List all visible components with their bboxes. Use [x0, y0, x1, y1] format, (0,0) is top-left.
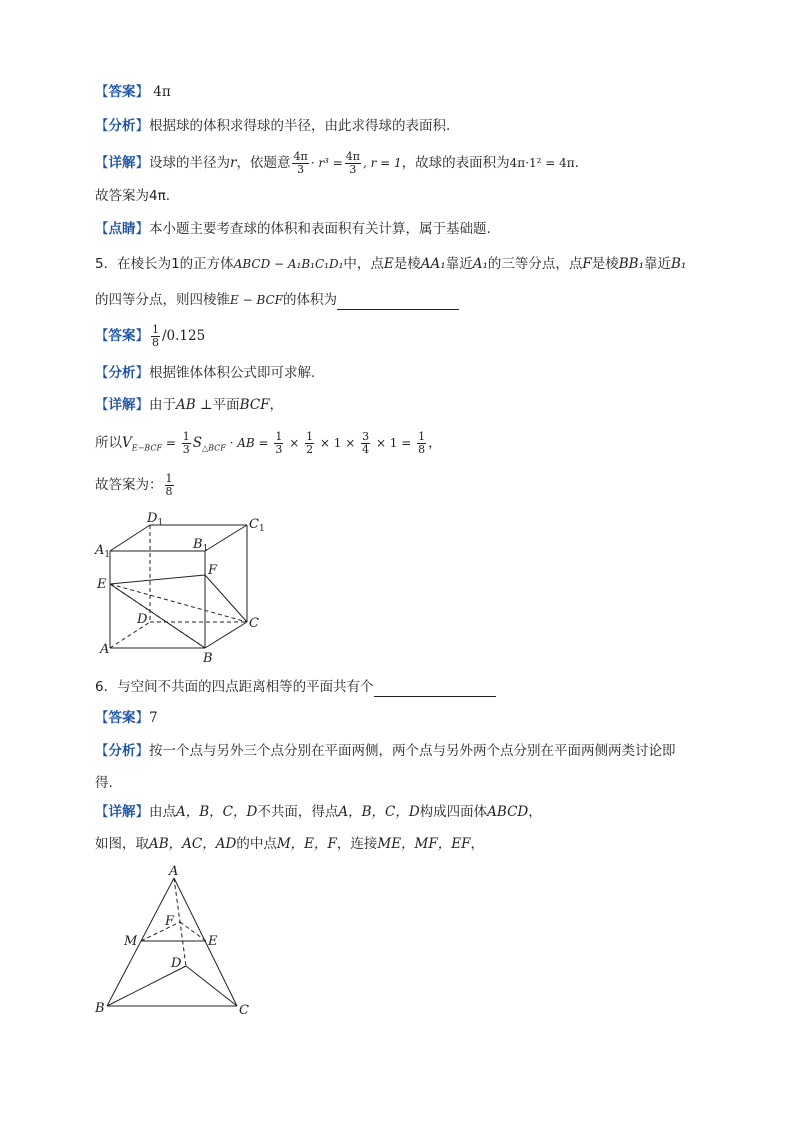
label-D: D: [137, 612, 148, 627]
answer-value: 7: [149, 710, 158, 726]
fraction-numerator: 1: [275, 429, 283, 443]
math-op: × 1 =: [372, 436, 416, 450]
fraction: [182, 431, 191, 456]
math-var: S: [192, 435, 202, 451]
q6-detail-line2: [95, 834, 484, 854]
q4-detail-row: 【详解】设球的半径为r，依题意 $\frac{4\pi}{3}$ · r³ = $\frac{4\pi}{3}$ , r = 1，故球的表面积为4π·1² = 4π.: [95, 149, 579, 176]
tetrahedron-figure: [90, 862, 270, 1022]
math-expr: E − BCF: [230, 293, 283, 307]
fraction: [165, 473, 174, 498]
q4-conclusion: 故答案为4π.: [95, 188, 171, 204]
math-expr: ME，MF，EF: [377, 836, 471, 852]
detail-text: 由点: [149, 804, 176, 820]
stem-text: 是棱: [393, 256, 421, 272]
detail-text: .: [574, 155, 579, 171]
stem-text: 是棱: [591, 256, 619, 272]
detail-text: ，: [528, 804, 542, 820]
question-number: 5．: [95, 256, 118, 272]
label-F: F: [208, 563, 218, 578]
fraction-denominator: 3: [297, 162, 305, 176]
math-var: F: [582, 256, 592, 272]
stem-text: 的四等分点，则四棱锥: [95, 292, 230, 308]
math-expr: AB ⊥: [176, 397, 213, 413]
detail-text: ，: [470, 836, 484, 852]
math-var: ABCD: [487, 804, 529, 820]
q5-calc-row: [95, 428, 442, 464]
label-F: F: [165, 914, 175, 929]
question-number: 6．: [95, 679, 118, 695]
math-op: ×: [285, 436, 304, 450]
math-var: BB₁: [618, 256, 645, 272]
analysis-label: 分析: [108, 365, 136, 381]
math-expr: , r = 1: [362, 156, 402, 170]
fraction-numerator: 1: [152, 322, 159, 336]
math-var: r: [230, 155, 237, 171]
math-var: E: [383, 256, 394, 272]
stem-text: 中，点: [343, 256, 384, 272]
answer-blank: [337, 295, 459, 310]
detail-text: ，: [428, 435, 442, 451]
q6-stem: [95, 677, 496, 697]
fraction-numerator: 1: [306, 429, 314, 443]
fraction-numerator: 4π: [345, 149, 360, 163]
label-B1: $B_1$: [193, 537, 209, 554]
label-A1: $A_1$: [95, 543, 111, 560]
answer-blank: [374, 682, 496, 697]
detail-text: ，连接: [336, 836, 378, 852]
stem-text: 在棱长为1的正方体: [117, 256, 234, 272]
fraction-denominator: 3: [349, 162, 357, 176]
fraction: [361, 431, 370, 456]
cube-figure: [90, 508, 280, 668]
fraction-denominator: 8: [152, 335, 159, 349]
label-D1: $D_1$: [147, 511, 164, 528]
math-var: B₁: [671, 256, 687, 272]
q6-detail-row: 【详解】由点A，B，C，D不共面，得点A，B，C，D构成四面体ABCD，: [95, 804, 542, 820]
math-subscript: E−BCF: [131, 443, 162, 453]
label-B: B: [95, 1001, 105, 1016]
math-op: × 1 ×: [316, 436, 360, 450]
math-expr: · r³ =: [310, 156, 343, 170]
label-A: A: [169, 864, 179, 879]
stem-text: 与空间不共面的四点距离相等的平面共有个: [117, 679, 374, 695]
detail-text: ，依题意: [236, 155, 291, 171]
math-var: A₁: [472, 256, 488, 272]
label-A: A: [100, 642, 110, 657]
fraction-numerator: 1: [418, 429, 426, 443]
q5-stem-line1: [95, 254, 686, 274]
detail-label: 详解: [108, 397, 136, 413]
analysis-text: 根据锥体体积公式即可求解.: [149, 365, 316, 381]
answer-label: 答案: [108, 84, 136, 100]
detail-text: 由于: [149, 397, 176, 413]
fraction-denominator: 3: [275, 442, 283, 456]
detail-text: ，故球的表面积为: [401, 155, 510, 171]
q6-analysis-row: 【分析】按一个点与另外三个点分别在平面两侧，两个点与另外两个点分别在平面两侧两类讨论即: [95, 743, 676, 759]
q5-answer-row: 【答案】 $\frac{1}{8}$ /0.125: [95, 322, 206, 349]
fraction: [274, 431, 283, 456]
detail-text: 构成四面体: [419, 804, 488, 820]
answer-value: 4π: [153, 84, 171, 100]
fraction: [305, 431, 314, 456]
math-subscript: △BCF: [201, 443, 226, 453]
stem-text: 的三等分点，点: [487, 256, 583, 272]
fraction: [151, 324, 160, 349]
q6-answer-row: 【答案】7: [95, 710, 158, 726]
detail-label: 详解: [108, 155, 136, 171]
analysis-label: 分析: [108, 743, 136, 759]
fraction-numerator: 4π: [293, 149, 308, 163]
math-expr: 4π·1² = 4π: [509, 156, 575, 170]
detail-text: 如图，取: [95, 836, 149, 852]
q5-final-row: [95, 470, 176, 500]
fraction-denominator: 3: [182, 442, 190, 456]
math-op: =: [162, 436, 180, 450]
detail-text: 设球的半径为: [149, 155, 230, 171]
stem-text: 靠近: [644, 256, 672, 272]
math-expr: ABCD − A₁B₁C₁D₁: [233, 257, 344, 271]
detail-text: ，: [269, 397, 284, 413]
q5-analysis-row: 【分析】根据锥体体积公式即可求解.: [95, 365, 316, 381]
math-var: V: [122, 435, 132, 451]
fraction-numerator: 1: [182, 429, 190, 443]
stem-text: 的体积为: [283, 292, 337, 308]
math-expr: A，B，C，D: [338, 804, 420, 820]
analysis-label: 分析: [108, 118, 136, 134]
detail-text: 不共面，得点: [257, 804, 339, 820]
fraction-numerator: 3: [362, 429, 370, 443]
math-expr: · AB =: [225, 436, 273, 450]
q4-answer-row: 【答案】 4π: [95, 84, 171, 100]
q5-stem-line2: [95, 290, 459, 310]
label-B: B: [203, 651, 213, 666]
q4-comment-row: 【点睛】本小题主要考查球的体积和表面积有关计算，属于基础题.: [95, 221, 491, 237]
answer-label: 答案: [108, 328, 136, 344]
comment-text: 本小题主要考查球的体积和表面积有关计算，属于基础题.: [149, 221, 491, 237]
answer-label: 答案: [108, 710, 136, 726]
detail-label: 详解: [108, 804, 136, 820]
math-expr: A，B，C，D: [176, 804, 258, 820]
analysis-text: 根据球的体积求得球的半径，由此求得球的表面积.: [149, 118, 451, 134]
math-var: BCF: [239, 397, 270, 413]
detail-text: 故答案为：: [95, 477, 163, 493]
math-var: AA₁: [420, 256, 446, 272]
math-expr: AB，AC，AD: [149, 836, 237, 852]
answer-value: /0.125: [162, 328, 206, 344]
fraction-denominator: 4: [362, 442, 370, 456]
fraction: [292, 151, 308, 176]
q6-analysis-line2: 得.: [95, 775, 113, 791]
q5-detail-row: 【详解】由于AB ⊥平面BCF，: [95, 397, 284, 413]
detail-text: 的中点: [236, 836, 277, 852]
detail-text: 所以: [95, 435, 122, 451]
fraction-denominator: 2: [306, 442, 314, 456]
comment-label: 点睛: [108, 221, 136, 237]
q4-analysis-row: 【分析】根据球的体积求得球的半径，由此求得球的表面积.: [95, 118, 451, 134]
label-C1: $C_1$: [249, 517, 265, 534]
label-E: E: [97, 577, 107, 592]
fraction-denominator: 8: [418, 442, 426, 456]
label-E: E: [208, 934, 218, 949]
label-D: D: [171, 956, 182, 971]
label-C: C: [239, 1003, 249, 1018]
fraction-denominator: 8: [165, 484, 173, 498]
fraction: [345, 151, 361, 176]
label-M: M: [124, 934, 138, 949]
fraction: [417, 431, 426, 456]
analysis-text: 按一个点与另外三个点分别在平面两侧，两个点与另外两个点分别在平面两侧两类讨论即: [149, 743, 676, 759]
fraction-numerator: 1: [165, 471, 173, 485]
detail-text: 平面: [212, 397, 240, 413]
stem-text: 靠近: [445, 256, 473, 272]
math-expr: M，E，F: [276, 836, 337, 852]
label-C: C: [249, 616, 259, 631]
